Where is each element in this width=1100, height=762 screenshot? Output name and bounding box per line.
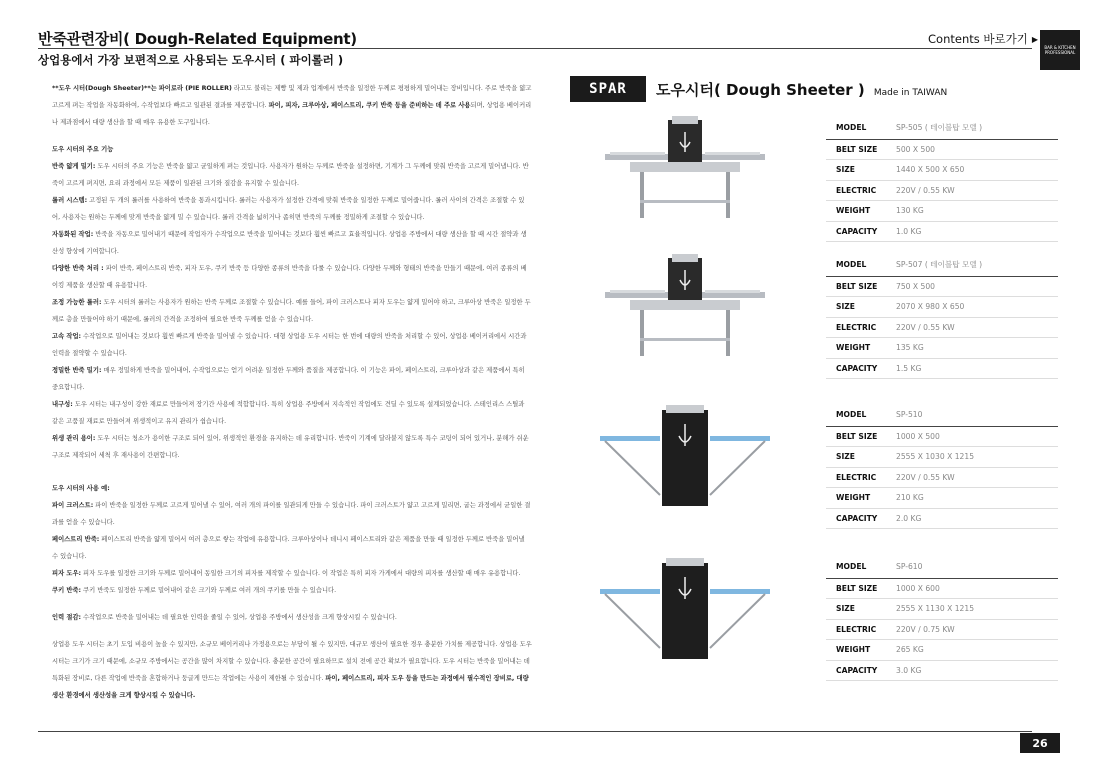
spec-value: SP-505 ( 테이블탑 모델 ) xyxy=(896,117,1058,139)
feature-item xyxy=(52,328,532,362)
closing-text: 상업용 도우 시터는 초기 도입 비용이 높을 수 있지만, 소규모 베이커리나 가정용으로는 부담이 될 수 있지만, 대규모 생산이 필요한 경우 충분한 가치를 제공합니다. 상업용 도우 시터는 크기가 크기 때문에, 소규모 주방에서는 공간을 많이 차지할 수 있습니다. 충분한 공간이 필요하므로 설치 전에 공간 확보가 필요합니다. 도우 시터는 반죽을 밀어내는 데 특화된 장비로, 다른 작업에 반죽을 혼합하거나 둥글게 만드는 작업에는 사용이 제한될 수 있습니다. xyxy=(52,641,532,682)
labor-text: 수작업으로 반죽을 밀어내는 데 필요한 인력을 줄일 수 있어, 상업용 주방에서 생산성을 크게 향상시킬 수 있습니다. xyxy=(81,614,397,621)
spec-key: WEIGHT xyxy=(826,201,896,222)
spec-row xyxy=(826,201,1058,222)
page-subtitle: 상업용에서 가장 보편적으로 사용되는 도우시터 ( 파이롤러 ) xyxy=(38,53,344,67)
spec-value: 500 X 500 xyxy=(896,139,1058,160)
feature-text: 반죽을 자동으로 밀어내기 때문에 작업자가 수작업으로 반죽을 밀어내는 것보다 훨씬 빠르고 효율적입니다. 상업용 주방에서 대량 생산을 할 때 시간 절약과 생산성 향상에 기여합니다. xyxy=(52,231,527,255)
example-item xyxy=(52,531,532,565)
example-text: 피자 도우를 일정한 크기와 두께로 밀어내어 동일한 크기의 피자를 제작할 수 있습니다. 이 작업은 특히 피자 가게에서 대량의 피자를 생산할 때 매우 유용합니다. xyxy=(81,570,521,577)
spec-row xyxy=(826,619,1058,640)
spec-row xyxy=(826,297,1058,318)
example-label: 쿠키 반죽: xyxy=(52,587,82,594)
intro-tail-bold: 파이, 피자, 크루아상, 페이스트리, 쿠키 반죽 등을 준비하는 데 주로 사용 xyxy=(268,102,471,109)
spec-row xyxy=(826,467,1058,488)
example-item xyxy=(52,497,532,531)
feature-label: 내구성: xyxy=(52,401,73,408)
spec-row xyxy=(826,338,1058,359)
spec-row xyxy=(826,317,1058,338)
contents-link-label: Contents 바로가기 xyxy=(928,32,1028,46)
spec-value: 2070 X 980 X 650 xyxy=(896,297,1058,318)
feature-item xyxy=(52,226,532,260)
feature-item xyxy=(52,396,532,430)
feature-item xyxy=(52,158,532,192)
feature-item xyxy=(52,294,532,328)
spec-key: SIZE xyxy=(826,447,896,468)
spec-key: ELECTRIC xyxy=(826,619,896,640)
spec-value: 135 KG xyxy=(896,338,1058,359)
example-item xyxy=(52,565,532,582)
spec-key: BELT SIZE xyxy=(826,139,896,160)
feature-label: 다양한 반죽 처리 : xyxy=(52,265,104,272)
feature-item xyxy=(52,260,532,294)
example-label: 파이 크러스트: xyxy=(52,502,94,509)
spec-key: WEIGHT xyxy=(826,640,896,661)
spec-row xyxy=(826,160,1058,181)
spec-row xyxy=(826,426,1058,447)
example-label: 피자 도우: xyxy=(52,570,82,577)
feature-label: 위생 관리 용이: xyxy=(52,435,96,442)
feature-label: 롤러 시스템: xyxy=(52,197,88,204)
feature-label: 조정 가능한 롤러: xyxy=(52,299,102,306)
spec-table-sp507 xyxy=(826,254,1058,379)
spec-value: 220V / 0.55 KW xyxy=(896,180,1058,201)
spec-key: MODEL xyxy=(826,254,896,276)
spec-key: ELECTRIC xyxy=(826,317,896,338)
spec-row xyxy=(826,578,1058,599)
example-item xyxy=(52,582,532,599)
spec-value: 220V / 0.55 KW xyxy=(896,317,1058,338)
spec-row xyxy=(826,358,1058,379)
spec-key: BELT SIZE xyxy=(826,426,896,447)
spec-key: WEIGHT xyxy=(826,488,896,509)
feature-text: 도우 시터는 청소가 용이한 구조로 되어 있어, 위생적인 환경을 유지하는 데 유리합니다. 반죽이 기계에 달라붙지 않도록 특수 코팅이 되어 있거나, 분해가 쉬운 구조로 제작되어 세척 후 재사용이 간편합니다. xyxy=(52,435,529,459)
feature-item xyxy=(52,362,532,396)
page-title: 반죽관련장비( Dough-Related Equipment) xyxy=(38,30,357,48)
spec-value: 2.0 KG xyxy=(896,508,1058,529)
spec-row xyxy=(826,660,1058,681)
spec-value: 2555 X 1030 X 1215 xyxy=(896,447,1058,468)
spec-table-sp510 xyxy=(826,404,1058,529)
spec-row xyxy=(826,556,1058,578)
spec-key: CAPACITY xyxy=(826,358,896,379)
spec-value: 1.0 KG xyxy=(896,221,1058,242)
spec-value: 1440 X 500 X 650 xyxy=(896,160,1058,181)
spec-key: MODEL xyxy=(826,556,896,578)
feature-label: 고속 작업: xyxy=(52,333,82,340)
feature-text: 파이 반죽, 페이스트리 반죽, 피자 도우, 쿠키 반죽 등 다양한 종류의 반죽을 다룰 수 있습니다. 다양한 두께와 형태의 반죽을 만들기 때문에, 여러 종류의 베이킹 제품을 생산할 때 유용합니다. xyxy=(52,265,527,289)
spec-value: 1.5 KG xyxy=(896,358,1058,379)
feature-item xyxy=(52,430,532,464)
dough-sheeter-sp510-image xyxy=(600,400,770,510)
intro-lead-2: 파이로라 (PIE ROLLER) xyxy=(158,85,232,92)
product-origin: Made in TAIWAN xyxy=(873,87,948,98)
spec-value: SP-510 xyxy=(896,404,1058,426)
spec-value: 220V / 0.75 KW xyxy=(896,619,1058,640)
examples-title: 도우 시터의 사용 예: xyxy=(52,485,110,492)
closing-paragraph xyxy=(52,636,532,704)
spec-value: SP-507 ( 테이블탑 모델 ) xyxy=(896,254,1058,276)
spec-row xyxy=(826,254,1058,276)
intro-lead: **도우 시터(Dough Sheeter)**는 xyxy=(52,85,157,92)
spec-key: CAPACITY xyxy=(826,508,896,529)
spec-row xyxy=(826,404,1058,426)
spec-row xyxy=(826,508,1058,529)
brand-logo: BAR & KITCHEN PROFESSIONAL xyxy=(1040,30,1080,70)
spec-row xyxy=(826,488,1058,509)
dough-sheeter-sp505-image xyxy=(600,112,770,222)
spec-key: MODEL xyxy=(826,404,896,426)
product-header xyxy=(570,76,947,102)
spec-key: MODEL xyxy=(826,117,896,139)
intro-tail: 되며, 상업용 베이커리나 제과점에서 대량 생산을 할 때 매우 유용한 도구입니다. xyxy=(52,102,532,126)
intro-paragraph xyxy=(52,80,532,131)
feature-text: 도우 시터의 롤러는 사용자가 원하는 반죽 두께로 조절할 수 있습니다. 예를 들어, 파이 크러스트나 피자 도우는 얇게 밀어야 하고, 크루아상 반죽은 일정한 두께로 층을 만들어야 하기 때문에, 롤러의 간격을 조정하여 필요한 반죽 두께를 얻을 수 있습니다. xyxy=(52,299,531,323)
spec-value: 2555 X 1130 X 1215 xyxy=(896,599,1058,620)
spec-value: 750 X 500 xyxy=(896,276,1058,297)
spec-row xyxy=(826,447,1058,468)
feature-label: 정밀한 반죽 밀기: xyxy=(52,367,102,374)
example-text: 쿠키 반죽도 일정한 두께로 밀어내어 같은 크기와 두께로 여러 개의 쿠키를 만들 수 있습니다. xyxy=(81,587,337,594)
spec-value: 220V / 0.55 KW xyxy=(896,467,1058,488)
spec-key: ELECTRIC xyxy=(826,467,896,488)
play-arrow-icon: ▶ xyxy=(1031,34,1038,44)
spec-value: 3.0 KG xyxy=(896,660,1058,681)
dough-sheeter-sp610-image xyxy=(600,553,770,663)
spec-key: ELECTRIC xyxy=(826,180,896,201)
spec-key: SIZE xyxy=(826,160,896,181)
spec-row xyxy=(826,117,1058,139)
example-text: 파이 반죽을 일정한 두께로 고르게 밀어낼 수 있어, 여러 개의 파이를 일관되게 만들 수 있습니다. 파이 크러스트가 얇고 고르게 밀리면, 굽는 과정에서 균일한 결과를 얻을 수 있습니다. xyxy=(52,502,531,526)
feature-text: 수작업으로 밀어내는 것보다 훨씬 빠르게 반죽을 밀어낼 수 있습니다. 대형 상업용 도우 시터는 한 번에 대량의 반죽을 처리할 수 있어, 상업용 베이커리에서 시간과 인력을 절약할 수 있습니다. xyxy=(52,333,527,357)
description-column xyxy=(52,80,532,704)
spec-value: 1000 X 600 xyxy=(896,578,1058,599)
intro-text: 라고도 불리는 제빵 및 제과 업계에서 반죽을 일정한 두께로 평평하게 밀어내는 장비입니다. 주로 반죽을 얇고 고르게 펴는 작업을 자동화하여, 수작업보다 빠르고 일관된 결과를 제공합니다. xyxy=(52,85,532,109)
spec-row xyxy=(826,221,1058,242)
example-label: 페이스트리 반죽: xyxy=(52,536,100,543)
spec-value: SP-610 xyxy=(896,556,1058,578)
labor-label: 인력 절감: xyxy=(52,614,82,621)
spec-row xyxy=(826,640,1058,661)
footer-divider xyxy=(38,731,1032,732)
spec-row xyxy=(826,180,1058,201)
feature-label: 반죽 얇게 밀기: xyxy=(52,163,96,170)
page-number: 26 xyxy=(1020,733,1060,753)
example-text: 페이스트리 반죽을 얇게 밀어서 여러 층으로 쌓는 작업에 유용합니다. 크루아상이나 데니시 페이스트리와 같은 제품을 만들 때 일정한 두께로 반죽을 밀어낼 수 있습니다. xyxy=(52,536,525,560)
spec-key: SIZE xyxy=(826,297,896,318)
spec-key: WEIGHT xyxy=(826,338,896,359)
product-title: 도우시터( Dough Sheeter ) xyxy=(656,80,865,99)
feature-label: 자동화된 작업: xyxy=(52,231,94,238)
labor-saving xyxy=(52,609,532,626)
spec-key: BELT SIZE xyxy=(826,578,896,599)
dough-sheeter-sp507-image xyxy=(600,250,770,360)
feature-item xyxy=(52,192,532,226)
spec-value: 265 KG xyxy=(896,640,1058,661)
contents-link[interactable] xyxy=(928,31,1038,47)
feature-text: 도우 시터의 주요 기능은 반죽을 얇고 균일하게 펴는 것입니다. 사용자가 원하는 두께로 반죽을 설정하면, 기계가 그 두께에 맞춰 반죽을 고르게 밀어냅니다. 반죽이 고르게 펴지면, 요리 과정에서 모든 제품이 일관된 크기와 질감을 유지할 수 있습니다. xyxy=(52,163,529,187)
spec-row xyxy=(826,139,1058,160)
spec-row xyxy=(826,276,1058,297)
header-divider xyxy=(38,48,1032,49)
spec-table-sp610 xyxy=(826,556,1058,681)
examples-list xyxy=(52,497,532,599)
features-title: 도우 시터의 주요 기능 xyxy=(52,146,114,153)
feature-text: 매우 정밀하게 반죽을 밀어내어, 수작업으로는 얻기 어려운 일정한 두께와 품질을 제공합니다. 이 기능은 파이, 페이스트리, 크루아상과 같은 제품에서 특히 중요합니다. xyxy=(52,367,525,391)
closing-bold: 파이, 페이스트리, 피자 도우 등을 만드는 과정에서 필수적인 장비로, 대량 생산 환경에서 생산성을 크게 향상시킬 수 있습니다. xyxy=(52,675,529,699)
feature-text: 고정된 두 개의 롤러를 사용하여 반죽을 통과시킵니다. 롤러는 사용자가 설정한 간격에 맞춰 반죽을 일정한 두께로 밀어줍니다. 롤러 사이의 간격은 조절할 수 있어, 사용자는 원하는 두께에 맞게 반죽을 얇게 밀 수 있습니다. 롤러 간격을 넓히거나 좁히면 반죽의 두께를 정밀하게 조절할 수 있습니다. xyxy=(52,197,525,221)
feature-text: 도우 시터는 내구성이 강한 재료로 만들어져 장기간 사용에 적합합니다. 특히 상업용 주방에서 지속적인 작업에도 견딜 수 있도록 설계되었습니다. 스테인리스 스틸과 같은 고품질 재료로 만들어져 위생적이고 유지 관리가 쉽습니다. xyxy=(52,401,525,425)
spec-key: CAPACITY xyxy=(826,660,896,681)
spec-key: BELT SIZE xyxy=(826,276,896,297)
spar-logo: SPAR xyxy=(570,76,646,102)
spec-key: SIZE xyxy=(826,599,896,620)
spec-key: CAPACITY xyxy=(826,221,896,242)
spec-table-sp505 xyxy=(826,117,1058,242)
spec-value: 1000 X 500 xyxy=(896,426,1058,447)
spec-row xyxy=(826,599,1058,620)
features-list xyxy=(52,158,532,464)
spec-value: 130 KG xyxy=(896,201,1058,222)
spec-value: 210 KG xyxy=(896,488,1058,509)
